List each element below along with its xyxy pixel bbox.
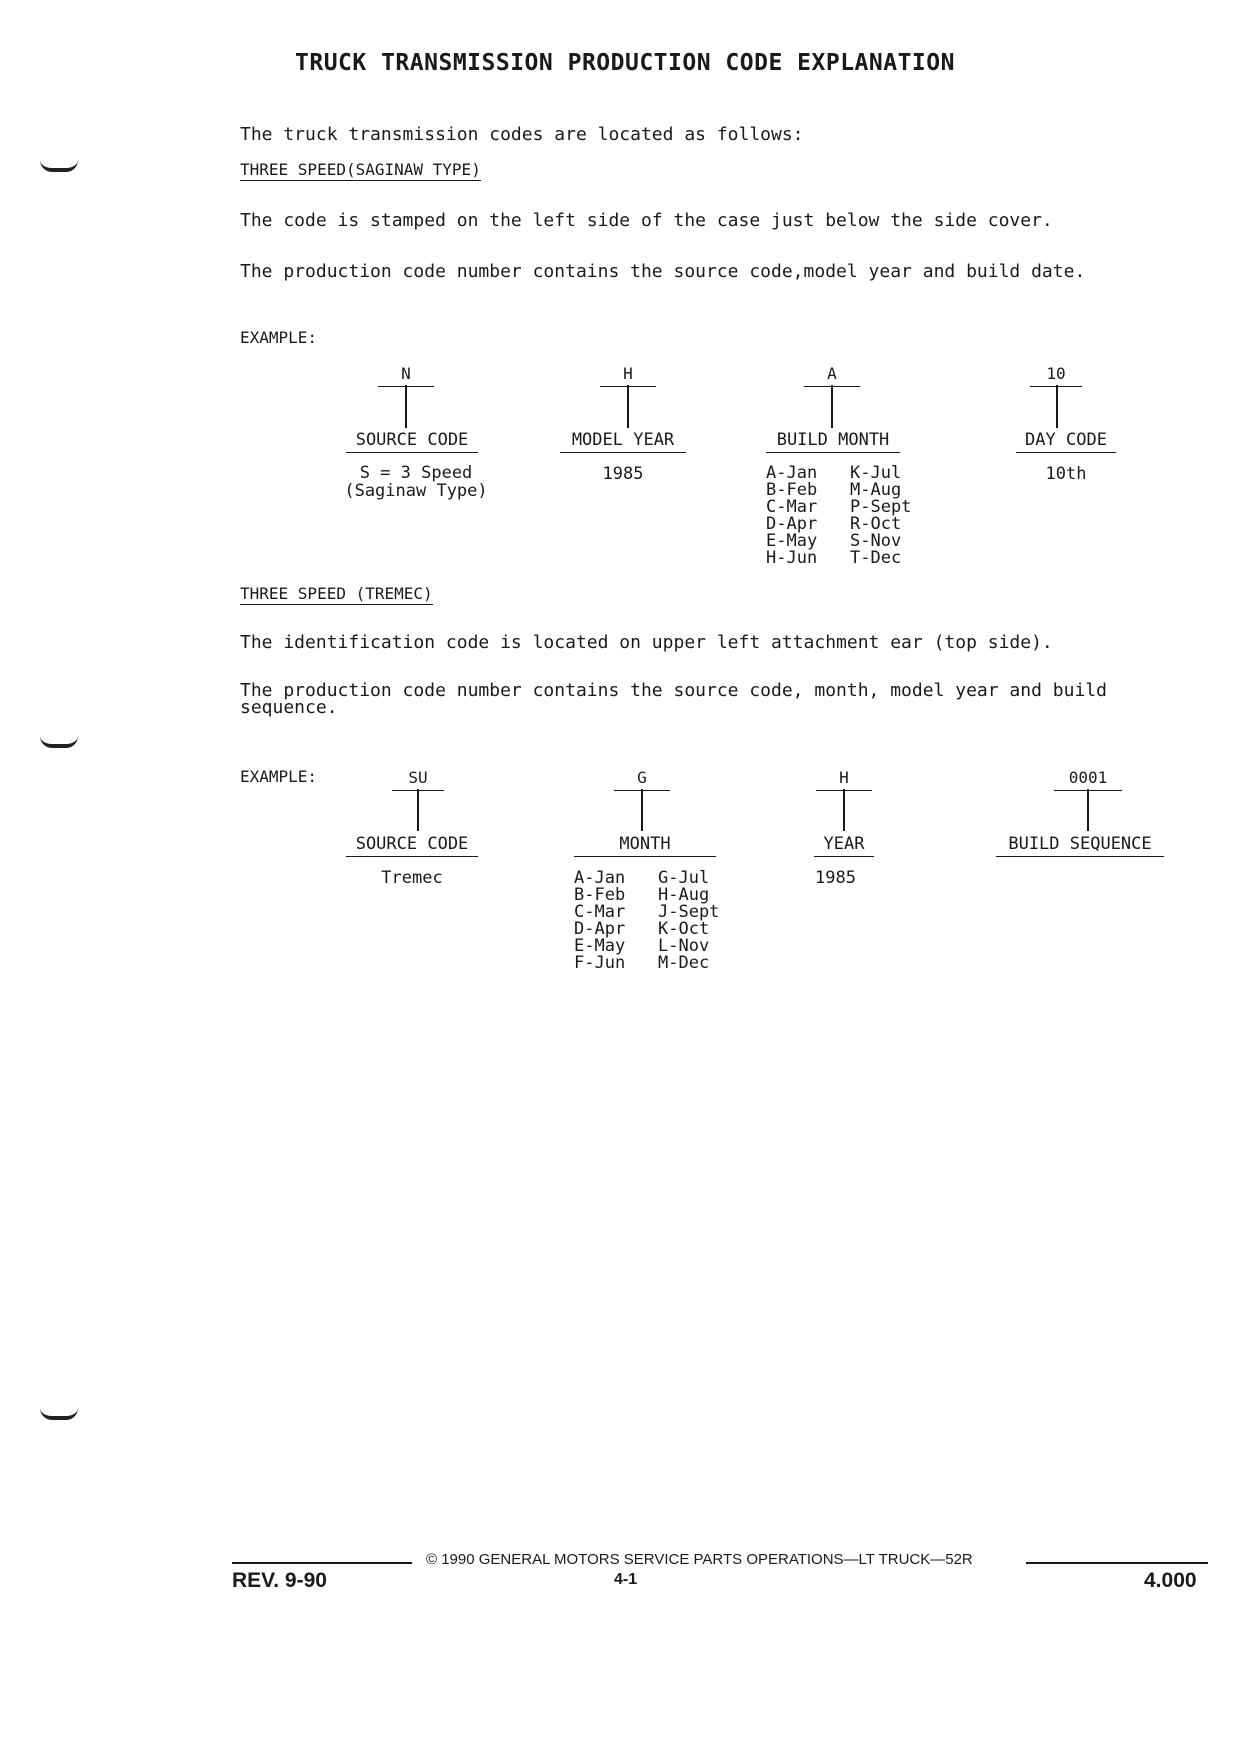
- section1-paragraph2: The production code number contains the source code,model year and build date.: [240, 261, 1086, 282]
- section1-example-label: EXAMPLE:: [240, 328, 318, 347]
- month-list-right: G-Jul H-Aug J-Sept K-Oct L-Nov M-Dec: [658, 868, 720, 973]
- code-description: S = 3 Speed (Saginaw Type): [344, 463, 488, 501]
- section2-paragraph1: The identification code is located on upper left attachment ear (top side).: [240, 632, 1053, 653]
- footer-page-number: 4-1: [614, 1571, 638, 1588]
- footer-revision: REV. 9-90: [232, 1569, 327, 1592]
- section2-paragraph2: The production code number contains the source code, month, model year and build sequence.: [240, 680, 1107, 718]
- intro-text: The truck transmission codes are located as follows:: [240, 124, 804, 145]
- code-letter: 0001: [1054, 768, 1122, 791]
- code-label: MONTH: [574, 834, 716, 857]
- section1-heading: THREE SPEED(SAGINAW TYPE): [240, 160, 481, 179]
- code-connector-line: [1087, 789, 1089, 831]
- code-connector-line: [405, 385, 407, 428]
- code-label: BUILD SEQUENCE: [996, 834, 1164, 857]
- code-description: Tremec: [381, 868, 443, 888]
- section2-heading: THREE SPEED (TREMEC): [240, 584, 433, 603]
- code-label: SOURCE CODE: [346, 430, 478, 453]
- code-letter: SU: [392, 768, 444, 791]
- code-letter: 10: [1030, 364, 1082, 387]
- code-connector-line: [843, 789, 845, 831]
- binder-hole-mark-middle: [40, 736, 78, 748]
- code-letter: H: [816, 768, 872, 791]
- code-description: 10th: [1045, 464, 1087, 484]
- code-label: YEAR: [814, 834, 874, 857]
- footer-section-number: 4.000: [1144, 1569, 1197, 1592]
- code-connector-line: [627, 385, 629, 428]
- code-letter: H: [600, 364, 656, 387]
- footer-copyright: © 1990 GENERAL MOTORS SERVICE PARTS OPERATIONS—LT TRUCK—52R: [426, 1551, 973, 1568]
- code-connector-line: [1056, 385, 1058, 428]
- code-letter: N: [378, 364, 434, 387]
- code-label: BUILD MONTH: [766, 430, 900, 453]
- section2-example-label: EXAMPLE:: [240, 767, 318, 786]
- month-list-left: A-Jan B-Feb C-Mar D-Apr E-May F-Jun: [574, 868, 626, 973]
- code-label: MODEL YEAR: [560, 430, 686, 453]
- code-label: SOURCE CODE: [346, 834, 478, 857]
- binder-hole-mark-top: [40, 160, 78, 172]
- code-description: 1985: [602, 464, 644, 484]
- code-letter: G: [614, 768, 670, 791]
- footer-rule-right: [1026, 1562, 1208, 1564]
- code-connector-line: [641, 789, 643, 831]
- code-label: DAY CODE: [1016, 430, 1116, 453]
- binder-hole-mark-bottom: [40, 1408, 78, 1420]
- month-list-left: A-Jan B-Feb C-Mar D-Apr E-May H-Jun: [766, 463, 818, 568]
- code-connector-line: [417, 789, 419, 831]
- code-connector-line: [831, 385, 833, 428]
- month-list-right: K-Jul M-Aug P-Sept R-Oct S-Nov T-Dec: [850, 463, 912, 568]
- section1-paragraph1: The code is stamped on the left side of the case just below the side cover.: [240, 210, 1053, 231]
- code-letter: A: [804, 364, 860, 387]
- footer-rule-left: [232, 1562, 412, 1564]
- code-description: 1985: [815, 868, 856, 888]
- page-title: TRUCK TRANSMISSION PRODUCTION CODE EXPLANATION: [295, 50, 955, 76]
